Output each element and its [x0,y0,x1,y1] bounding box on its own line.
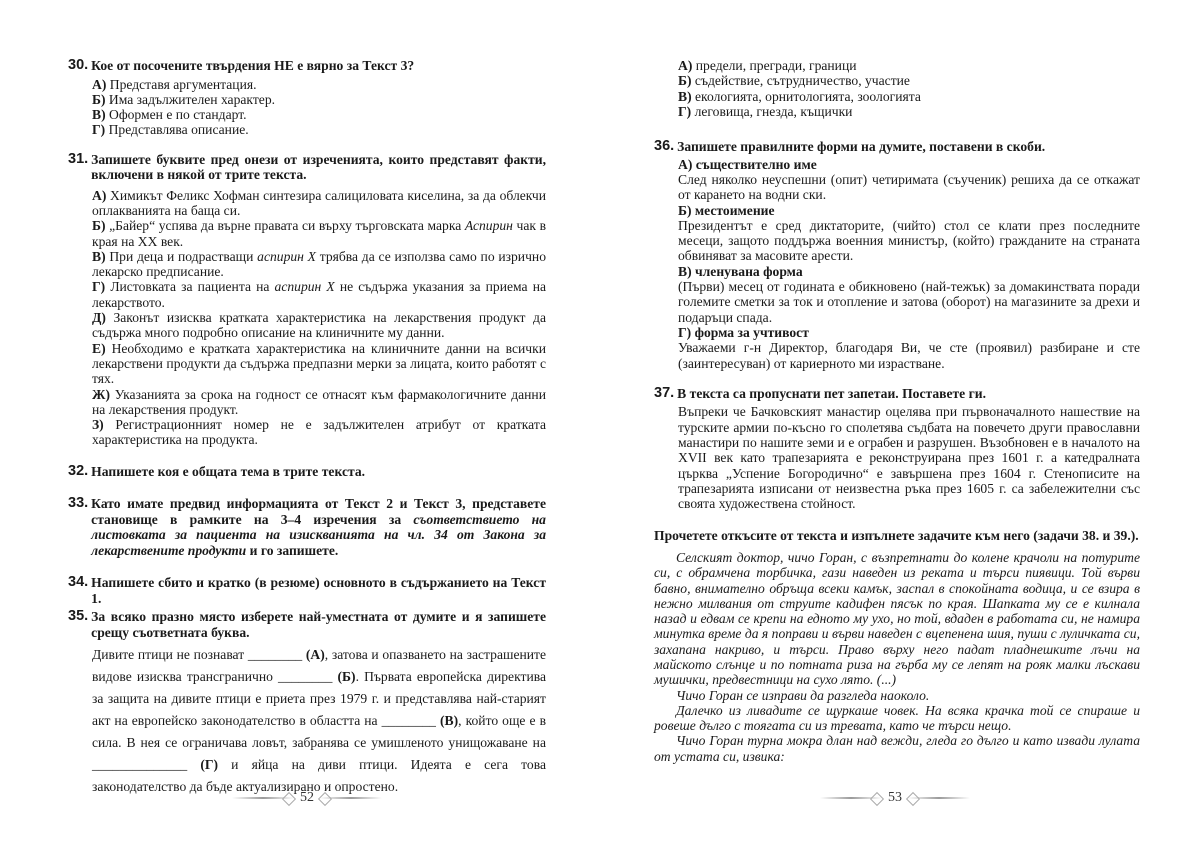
options-list [92,188,546,448]
subheading: Г) форма за учтивост [678,324,809,340]
subheading: В) членувана форма [678,263,803,279]
ornament-icon [232,797,294,799]
ornament-icon [908,797,970,799]
paragraph: Чичо Горан турна мокра длан над вежди, гледа го дълго и като извади лулата от устата си, извика: [654,733,1140,764]
option: В) При деца и подрастващи аспирин Х трябва да се използва само по изрично лекарско предписание. [92,248,546,280]
option: Г) Представлява описание. [92,122,249,138]
left-page [68,58,546,798]
right-page [654,58,1140,764]
options-list-35 [678,58,1140,119]
question-32 [68,464,546,480]
question-37 [654,386,1140,512]
question-30 [68,58,546,138]
paragraph: След няколко неуспешни (опит) четиримата (съученик) решиха да се откажат от карането на водни ски. [678,171,1140,203]
question-number: 36. [654,138,675,155]
option: Г) Листовката за пациента на аспирин Х не съдържа указания за приема на лекарството. [92,279,546,310]
option: Е) Необходимо е кратката характеристика на клиничните данни на всички лекарствени продукти да съдържа предпазни мерки за лицата, които работят с тях. [92,340,546,387]
cloze-text: Дивите птици не познават ________ (А), затова и опазването на застрашените видове изисква трансгранично ________ (Б). Първата европейска директива за защита на дивите птици е приета през 1979 г. и представлява най-старият акт на европейско законодателство в областта на ________ (В), който още е в сила. В нея се ограничава ловът, забранява се умишленото унищожаване на ______________ (Г) и яйца на диви птици. Идеята е сега това законодателство да бъде актуализирано и опростено. [92,647,547,795]
question-body [678,157,1140,371]
option: Г) леговища, гнезда, къщички [678,103,853,119]
paragraph: Уважаеми г-н Директор, благодаря Ви, че сте (проявил) разбиране и сте (заинтересуван) от кариерното ми израстване. [678,340,1140,371]
paragraph: Селският доктор, чичо Горан, с възпретнати до колене крачоли на потурите си, с обрамчена торбичка, гази наведен из реката и търси пиявици. Той върви бавно, внимателно обръща всеки камък, заспал в спокойната водица, и се взира в нежно милвания от струите кадифен пясък по края. Шапката му се е килнала назад и едвам се крепи на едното му ухо, но той, вдаден в работата си, не намира минутка време да я поправи и върви наведен с вцепенена шия, пуши с луличката си, захапана накриво, и търси. Право върху него падат пладнешките лъчи на майското слънце и по потната риза на гърба му се лепят на рояк малки лъскави мушички, предвестници на сухо лято. (...) [654,549,1140,688]
question-text: Като имате предвид информацията от Текст 2 и Текст 3, представете становище в рамките на 3–4 изречения за съответствието на листовката за пациента на изискванията на чл. 34 от Закона за лекарствените продукти и го запишете. [91,496,546,558]
paragraph: Далечко из ливадите се щуркаше човек. На всяка крачка той се спираше и ровеше дълго с тоягата си из тревата, като че търси нещо. [654,702,1140,734]
paragraph: Чичо Горан се изправи да разгледа наоколо. [676,687,930,703]
question-text: В текста са пропуснати пет запетаи. Поставете ги. [677,385,987,401]
option: Б) „Байер“ успява да върне правата си върху търговската марка Аспирин чак в края на XX век. [92,218,546,249]
question-body [678,404,1140,511]
option: В) екологията, орнитологията, зоологията [678,88,921,104]
question-35 [68,609,546,798]
question-text: Напишете коя е общата тема в трите текста. [91,463,366,479]
option: Б) съдействие, сътрудничество, участие [678,73,910,89]
question-text: Запишете правилните форми на думите, поставени в скоби. [677,139,1046,155]
option: В) Оформен е по стандарт. [92,107,247,123]
question-number: 35. [68,608,89,625]
paragraph: Въпреки че Бачковският манастир оцелява при първоначалното нашествие на турските армии по-късно го сполетява съдбата на повечето други православни манастири по нашите земи и е ограбен и разрушен. Възобновен е в началото на XVII век като трапезарията е реконструирана през 1601 г. а катедралната църква „Успение Богородично“ е завършена през 1604 г. Стенописите на трапезарията изписани от неизвестна ръка през 1605 г. са забележителни със своята художествена стойност. [678,404,1140,512]
paragraph: Президентът е сред диктаторите, (чийто) стол се клати през последните месеци, защото поддържа военния министър, (който) гражданите на страната обвиняват за масовите арести. [678,217,1140,264]
ornament-icon [320,797,382,799]
page-number: 52 [300,790,314,805]
question-text: Запишете буквите пред онези от изреченията, които представят факти, включени в някой от трите текста. [91,151,546,183]
options-list [92,77,546,138]
question-33 [68,496,546,558]
question-text: Кое от посочените твърдения НЕ е вярно за Текст 3? [91,58,415,73]
paragraph: (Първи) месец от годината е обикновено (най-тежък) за домакинствата поради големите сметки за ток и отопление и затова (оборот) на магазините за дрехи и подаръци спада. [678,279,1140,325]
question-36 [654,139,1140,371]
question-number: 37. [654,384,675,401]
option: А) предели, прегради, граници [678,58,857,73]
option: Ж) Указанията за срока на годност се отнасят към фармакологичните данни на лекарствения продукт. [92,386,546,417]
question-text: Напишете сбито и кратко (в резюме) основното в съдържанието на Текст 1. [91,575,546,606]
page-footer-left [232,790,382,806]
option: Д) Законът изисква кратката характеристика на лекарствения продукт да съдържа много подробно описание на клиничните му данни. [92,310,546,341]
ornament-icon [820,797,882,799]
question-number: 34. [68,574,89,591]
option: А) Представя аргументация. [92,76,257,92]
subheading: Б) местоимение [678,202,775,218]
section-intro: Прочетете откъсите от текста и изпълнете задачите към него (задачи 38. и 39.). [654,528,1139,544]
question-number: 33. [68,495,89,512]
option: А) Химикът Феликс Хофман синтезира салициловата киселина, за да облекчи оплакванията на баща си. [92,187,546,218]
question-31 [68,152,546,448]
question-number: 32. [68,462,89,479]
literary-excerpt [654,550,1140,764]
question-text: За всяко празно място изберете най-уместната от думите и я запишете срещу съответната буква. [91,609,546,640]
question-number: 30. [68,57,89,73]
option: З) Регистрационният номер не е задължителен атрибут от кратката характеристика на продукта. [92,417,546,448]
question-number: 31. [68,150,89,167]
option: Б) Има задължителен характер. [92,91,276,107]
subheading: А) съществително име [678,156,817,172]
question-34 [68,575,546,606]
page-footer-right [820,790,970,806]
page-number: 53 [888,790,902,805]
